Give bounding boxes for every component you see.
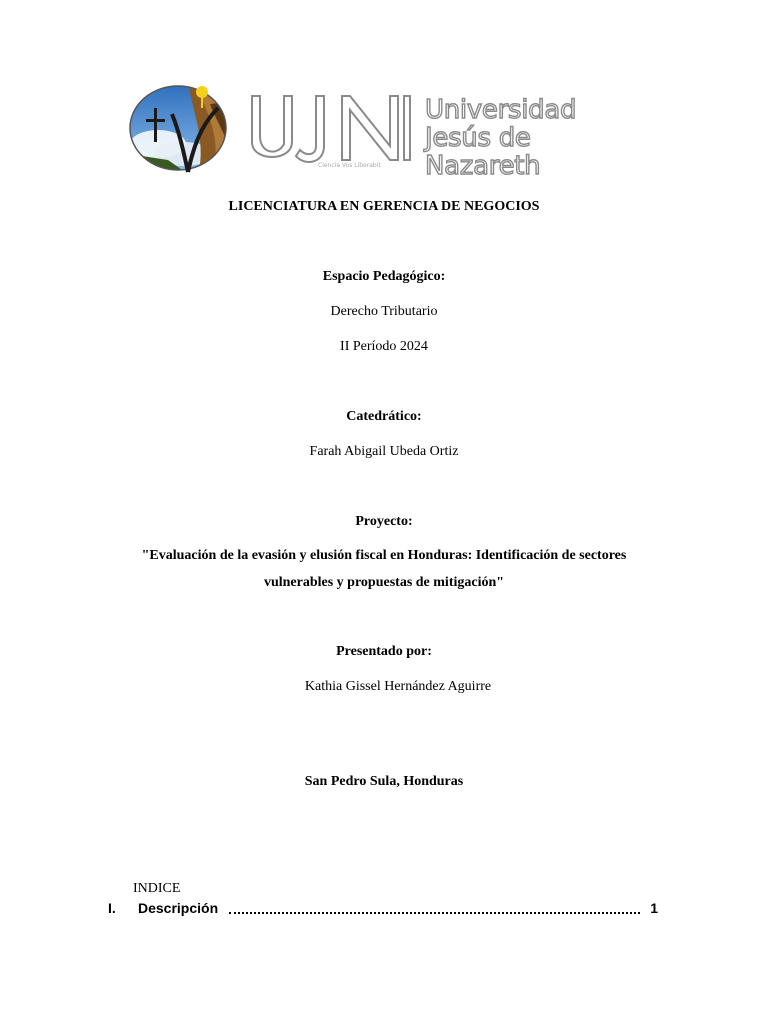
teacher-name: Farah Abigail Ubeda Ortiz: [309, 444, 459, 459]
place: San Pedro Sula, Honduras: [304, 774, 464, 789]
author-label: Presentado por:: [336, 644, 432, 659]
toc-dot-leader: [229, 912, 640, 914]
toc-entry-page: 1: [650, 900, 658, 916]
university-motto: Ciencia Vos Liberabit: [318, 162, 381, 169]
university-name-line2: Jesús de Nazareth: [425, 123, 541, 181]
index-title: INDICE: [133, 881, 181, 896]
toc-entry-title: Descripción: [138, 900, 219, 916]
project-title-line2: vulnerables y propuestas de mitigación": [263, 575, 505, 590]
teacher-label: Catedrático:: [346, 409, 422, 424]
author-name: Kathia Gissel Hernández Aguirre: [304, 679, 492, 694]
toc-entry[interactable]: [108, 900, 658, 920]
university-name-line1: Universidad: [425, 95, 577, 125]
course-subject: Derecho Tributario: [330, 304, 438, 319]
program-title: LICENCIATURA EN GERENCIA DE NEGOCIOS: [228, 199, 540, 214]
university-logo: [128, 84, 648, 181]
project-label: Proyecto:: [355, 514, 413, 529]
university-name: [425, 96, 648, 180]
course-period: II Período 2024: [340, 339, 428, 354]
toc-entry-number: I.: [108, 900, 116, 916]
course-label: Espacio Pedagógico:: [322, 269, 446, 284]
project-title-line1: "Evaluación de la evasión y elusión fiscal en Honduras: Identificación de sectores: [141, 548, 627, 563]
